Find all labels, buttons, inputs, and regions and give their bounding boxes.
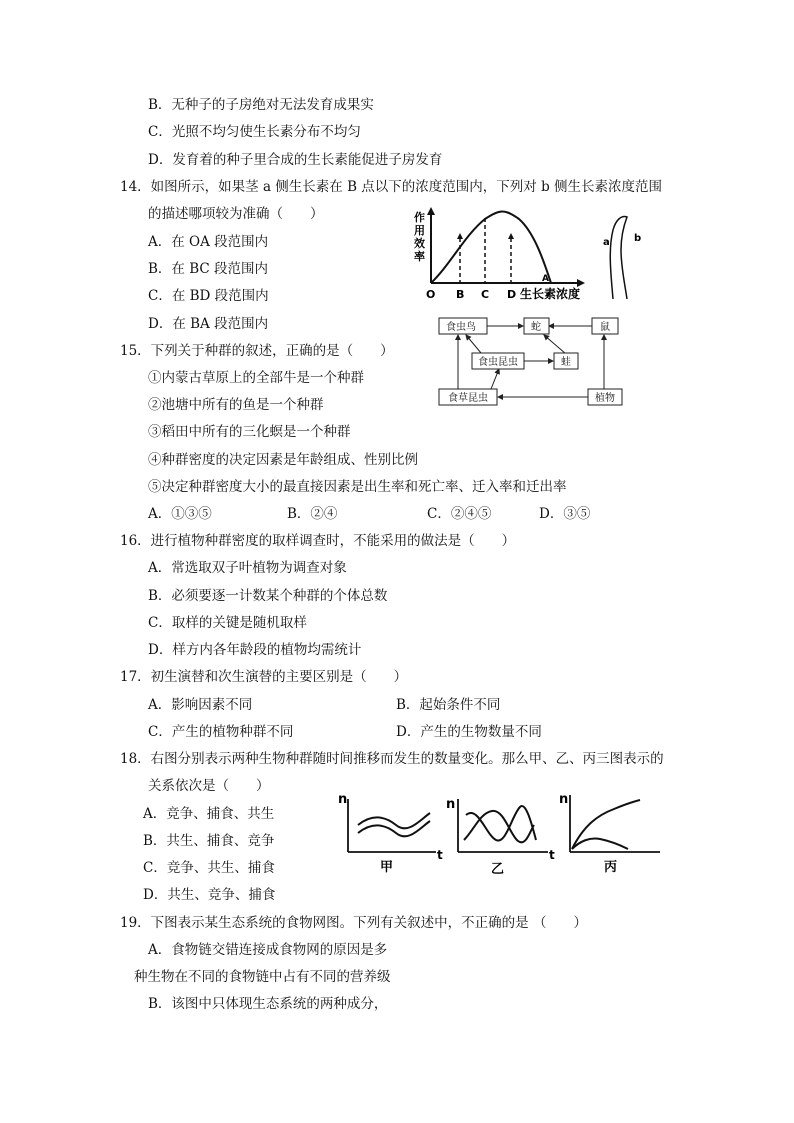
y-axis-label-3: 效 [414,237,425,250]
graph-yi [446,797,555,877]
q15-statement-5: ⑤决定种群密度大小的最直接因素是出生率和死亡率、迁入率和迁出率 [148,479,567,495]
q15-option-b: B．②④ [287,506,338,522]
node-frog-label: 蛙 [561,357,571,368]
q15-option-c: C．②④⑤ [427,506,492,522]
graph-bing-name: 丙 [604,860,618,875]
q13-option-c: C．光照不均匀使生长素分布不均匀 [148,124,361,140]
point-a-label: A [542,274,549,284]
graph-yi-y-label: n [446,797,456,812]
q18-option-d: D．共生、竞争、捕食 [143,887,276,903]
q16-option-c: C．取样的关键是随机取样 [148,615,307,631]
food-web-figure [436,310,636,410]
graph-bing-y-label: n [559,792,569,807]
q19-option-b: B．该图中只体现生态系统的两种成分， [148,996,388,1012]
population-graphs [328,785,668,880]
tick-o: O [426,288,436,301]
graph-yi-name: 乙 [491,862,505,877]
node-insect-eater-label: 食虫昆虫 [478,357,518,368]
q15-option-a: A．①③⑤ [148,506,212,522]
response-curve [431,212,551,284]
q18-option-c: C．竞争、共生、捕食 [143,860,275,876]
q14-stem-line1: 14．如图所示，如果茎 a 侧生长素在 B 点以下的浓度范围内，下列对 b 侧生长素浓度范围 [120,179,663,195]
x-axis-label: 生长素浓度 [520,287,581,301]
q13-option-b: B．无种子的子房绝对无法发育成果实 [148,97,374,113]
y-axis-arrow [427,207,435,215]
q17-option-c: C．产生的植物种群不同 [148,724,294,740]
q17-option-a: A．影响因素不同 [148,697,253,713]
q18-stem-line2: 关系依次是（ ） [148,778,270,794]
graph-jia-name: 甲 [380,860,394,875]
y-axis-label-4: 率 [414,250,425,263]
q17-option-d: D．产生的生物数量不同 [396,724,542,740]
tick-d: D [507,288,517,301]
auxin-curve-figure [405,205,645,305]
tick-c: C [481,288,490,301]
q19-option-a-line1: A．食物链交错连接成食物网的原因是多 [148,942,388,958]
arrow-d [508,233,514,239]
node-herbivore-insect-label: 食草昆虫 [448,393,488,404]
q13-option-d: D．发育着的种子里合成的生长素能促进子房发育 [148,152,443,168]
graph-bing [559,792,660,875]
y-axis-label-2: 用 [414,224,425,237]
q15-option-d: D．③⑤ [539,506,591,522]
tick-b: B [456,288,465,301]
node-mouse-label: 鼠 [600,322,610,333]
y-axis-label-1: 作 [414,211,425,224]
stem-outline [610,217,627,299]
node-insect-bird-label: 食虫鸟 [446,322,476,333]
q16-option-a: A．常选取双子叶植物为调查对象 [148,560,347,576]
graph-jia-x-label: t [437,848,443,862]
q17-stem: 17．初生演替和次生演替的主要区别是（ ） [120,669,408,685]
q18-stem-line1: 18．右图分别表示两种生物种群随时间推移而发生的数量变化。那么甲、乙、丙三图表示的 [120,751,664,767]
q14-option-a: A．在 OA 段范围内 [148,234,269,250]
graph-bing-curve-2 [572,838,628,849]
q14-option-b: B．在 BC 段范围内 [148,261,269,277]
q17-option-b: B．起始条件不同 [396,697,501,713]
q15-statement-3: ③稻田中所有的三化螟是一个种群 [148,424,351,440]
q14-option-c: C．在 BD 段范围内 [148,288,269,304]
q18-option-b: B．共生、捕食、竞争 [143,833,275,849]
q15-stem: 15．下列关于种群的叙述，正确的是（ ） [120,343,394,359]
stem-side-b: b [634,233,642,244]
q18-option-a: A．竞争、捕食、共生 [143,806,275,822]
q15-statement-2: ②池塘中所有的鱼是一个种群 [148,397,324,413]
node-plant-label: 植物 [595,393,615,404]
q14-stem-line2: 的描述哪项较为准确（ ） [148,206,324,222]
q19-option-a-line2: 种生物在不同的食物链中占有不同的营养级 [134,969,391,985]
q16-stem: 16．进行植物种群密度的取样调查时，不能采用的做法是（ ） [120,533,516,549]
q19-stem: 19．下图表示某生态系统的食物网图。下列有关叙述中，不正确的是 （ ） [120,915,587,931]
q15-statement-1: ①内蒙古草原上的全部牛是一个种群 [148,370,364,386]
q16-option-b: B．必须要逐一计数某个种群的个体总数 [148,588,388,604]
q15-statement-4: ④种群密度的决定因素是年龄组成、性别比例 [148,452,418,468]
graph-yi-x-label: t [549,848,555,862]
node-snake-label: 蛇 [531,322,541,333]
arrow-b [457,233,463,239]
q16-option-d: D．样方内各年龄段的植物均需统计 [148,642,362,658]
graph-jia [338,792,443,875]
graph-jia-y-label: n [338,792,348,807]
q14-option-d: D．在 BA 段范围内 [148,316,269,332]
x-axis-arrow [577,279,585,287]
graph-yi-curve-2 [464,811,534,842]
stem-side-a: a [603,237,610,248]
